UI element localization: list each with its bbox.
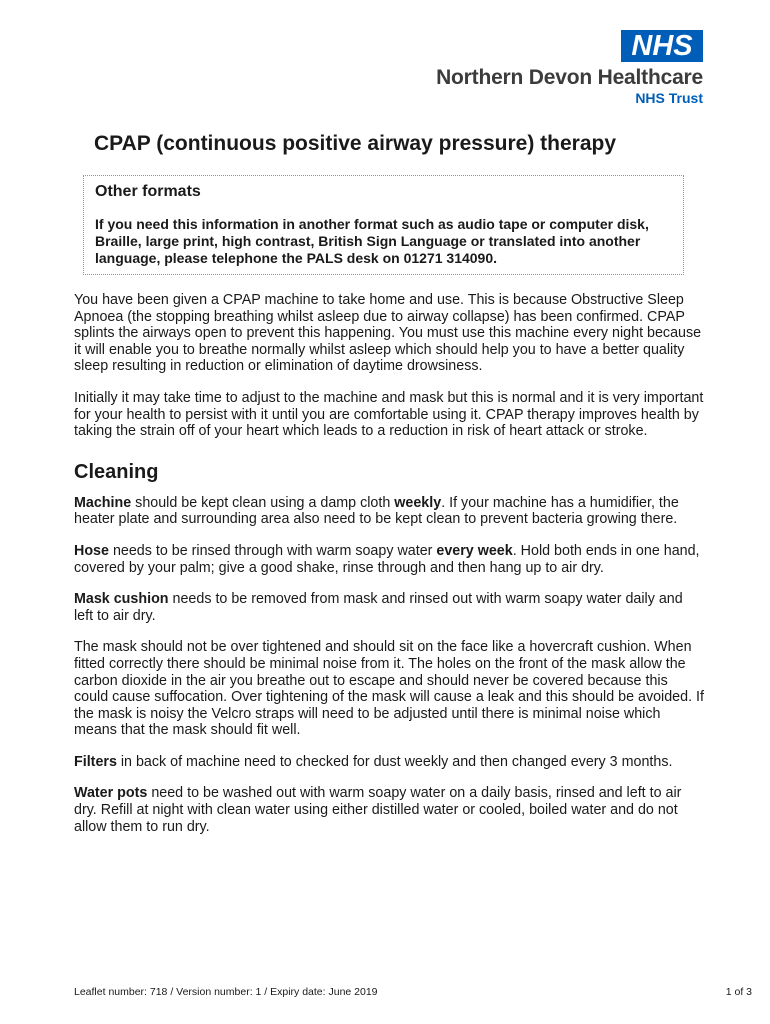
organization-name: Northern Devon Healthcare <box>436 66 703 89</box>
mask-cushion-lead: Mask cushion <box>74 591 169 608</box>
machine-emphasis: weekly <box>394 494 442 511</box>
main-content <box>74 292 704 850</box>
page-indicator: 1 of 3 <box>725 986 752 998</box>
other-formats-heading: Other formats <box>95 183 201 200</box>
water-pots-text: need to be washed out with warm soapy water on a daily basis, rinsed and left to air dry. Refill at night with clean water using either distilled water or cooled, boiled water and do not allow them to run dry. <box>74 785 682 835</box>
page-title: CPAP (continuous positive airway pressure) therapy <box>94 132 617 155</box>
hose-text: needs to be rinsed through with warm soapy water <box>108 542 437 559</box>
mask-fit-paragraph: The mask should not be over tightened and should sit on the face like a hovercraft cushion. When fitted correctly there should be minimal noise from it. The holes on the front of the mask allow the carbon dioxide in the air you breathe out to escape and should never be covered because this could cause suffocation. Over tightening of the mask will cause a leak and this should be avoided. If the mask is noisy the Velcro straps will need to be adjusted until there is minimal noise which means that the mask should fit well. <box>74 639 704 739</box>
machine-paragraph <box>74 495 704 528</box>
water-pots-lead: Water pots <box>74 785 148 802</box>
machine-text: should be kept clean using a damp cloth <box>131 494 395 511</box>
cleaning-heading: Cleaning <box>74 460 159 483</box>
other-formats-box <box>83 175 684 275</box>
filters-lead: Filters <box>74 753 117 770</box>
organization-subtitle: NHS Trust <box>635 90 703 106</box>
other-formats-text: If you need this information in another format such as audio tape or computer disk, Braille, large print, high contrast, British Sign Language or translated into another language, please telephone the PALS desk on 01271 314090. <box>95 216 649 266</box>
hose-emphasis: every week <box>436 542 513 559</box>
nhs-logo: NHS <box>621 30 703 62</box>
water-pots-paragraph <box>74 785 704 835</box>
hose-paragraph <box>74 543 704 576</box>
hose-text: . Hold both ends in one hand, covered by your palm; give a good shake, rinse through and then hang up to air dry. <box>74 542 700 576</box>
hose-lead: Hose <box>74 542 109 559</box>
mask-cushion-text: needs to be removed from mask and rinsed out with warm soapy water daily and left to air dry. <box>74 591 683 624</box>
leaflet-info: Leaflet number: 718 / Version number: 1 / Expiry date: June 2019 <box>74 986 378 998</box>
machine-text: . If your machine has a humidifier, the heater plate and surrounding area also need to be kept clean to prevent bacteria growing there. <box>74 494 679 528</box>
machine-lead: Machine <box>74 494 132 511</box>
intro-paragraph: You have been given a CPAP machine to take home and use. This is because Obstructive Sleep Apnoea (the stopping breathing whilst asleep due to airway collapse) has been confirmed. CPAP splints the airways open to prevent this happening. You must use this machine every night because it will enable you to breathe normally whilst asleep which should help you to have a better quality sleep resulting in reduction or elimination of daytime drowsiness. <box>74 292 702 375</box>
filters-text: in back of machine need to checked for dust weekly and then changed every 3 months. <box>116 753 673 770</box>
filters-paragraph <box>74 754 704 771</box>
mask-cushion-paragraph <box>74 591 704 624</box>
intro-paragraph: Initially it may take time to adjust to the machine and mask but this is normal and it is very important for your health to persist with it until you are comfortable using it. CPAP therapy improves health by taking the strain off of your heart which leads to a reduction in risk of heart attack or stroke. <box>74 389 704 440</box>
